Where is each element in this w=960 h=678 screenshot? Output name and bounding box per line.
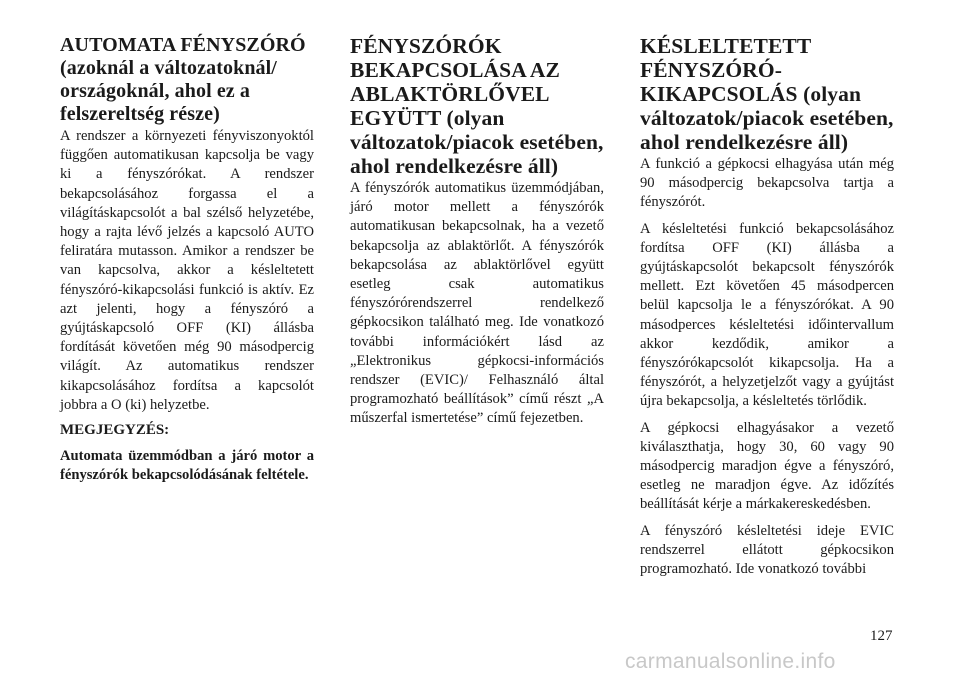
column-headlight-time-delay [640, 34, 894, 586]
watermark: carmanualsonline.info [625, 650, 836, 673]
body-paragraph: A gépkocsi elhagyásakor a vezető kiválaszthatja, hogy 30, 60 vagy 90 másodpercig maradjon égve a fényszóró, esetleg ne maradjon égve. Az időzítés beállítását kérje a márkakereskedésben. [640, 419, 894, 513]
note-title: MEGJEGYZÉS: [60, 422, 170, 439]
section-heading: AUTOMATA FÉNYSZÓRÓ (azoknál a változatoknál/ országoknál, ahol ez a felszereltség része) [60, 34, 306, 125]
section-heading: FÉNYSZÓRÓK BEKAPCSOLÁSA AZ ABLAKTÖRLŐVEL EGYÜTT (olyan változatok/piacok esetében, ahol rendelkezésre áll) [350, 34, 604, 178]
body-paragraph: A fényszóró késleltetési ideje EVIC rendszerrel ellátott gépkocsikon programozható. Ide vonatkozó további [640, 522, 894, 578]
note-body: Automata üzemmódban a járó motor a fényszórók bekapcsolódásának feltétele. [60, 448, 314, 484]
section-heading: KÉSLELTETETT FÉNYSZÓRÓ-KIKAPCSOLÁS (olyan változatok/piacok esetében, ahol rendelkezésre áll) [640, 34, 894, 154]
column-automatic-headlights [60, 34, 314, 485]
body-paragraph: A fényszórók automatikus üzemmódjában, járó motor mellett a fényszórók automatikusan bekapcsolnak, ha a vezető bekapcsolja az ablaktörlőt. A fényszórók bekapcsolása az ablaktörlővel együtt esetleg csak automatikus fényszórórendszerrel rendelkező gépkocsikon található meg. Ide vonatkozó további információkért lásd az „Elektronikus gépkocsi-információs rendszer (EVIC)/ Felhasználó által programozható beállítások” című részt „A műszerfal ismertetése” című fejezetben. [350, 180, 604, 427]
body-paragraph: A funkció a gépkocsi elhagyása után még 90 másodpercig bekapcsolva tartja a fényszórót. [640, 156, 894, 211]
column-headlights-with-wipers [350, 34, 604, 436]
page-number: 127 [870, 628, 893, 644]
body-paragraph: A késleltetési funkció bekapcsolásához fordítsa OFF (KI) állásba a gyújtáskapcsolót bekapcsolt fényszórók mellett. Ezt követően 45 másodpercen belül kapcsolja le a fényszórókat. A 90 másodperces késleltetési időintervallum akkor kezdődik, amikor a fényszórókapcsolót kikapcsolja. Ha a fényszórót, a helyzetjelzőt vagy a gyújtást újra bekapcsolja, a késleltetés törlődik. [640, 220, 894, 410]
body-paragraph: A rendszer a környezeti fényviszonyoktól függően automatikusan kapcsolja be vagy ki a fényszórókat. A rendszer bekapcsolásához forgassa el a világításkapcsolót a bal szélső helyzetébe, hogy a rajta lévő jelzés a kapcsoló AUTO feliratára mutasson. Amikor a rendszer be van kapcsolva, akkor a késleltetett fényszóró-kikapcsolási funkció is aktív. Ez azt jelenti, hogy a fényszóró a gyújtáskapcsoló OFF (KI) állásba fordítását követően még 90 másodpercig világít. Az automatikus rendszer kikapcsolásához fordítsa a kapcsolót jobbra a O (ki) helyzetbe. [60, 128, 314, 413]
